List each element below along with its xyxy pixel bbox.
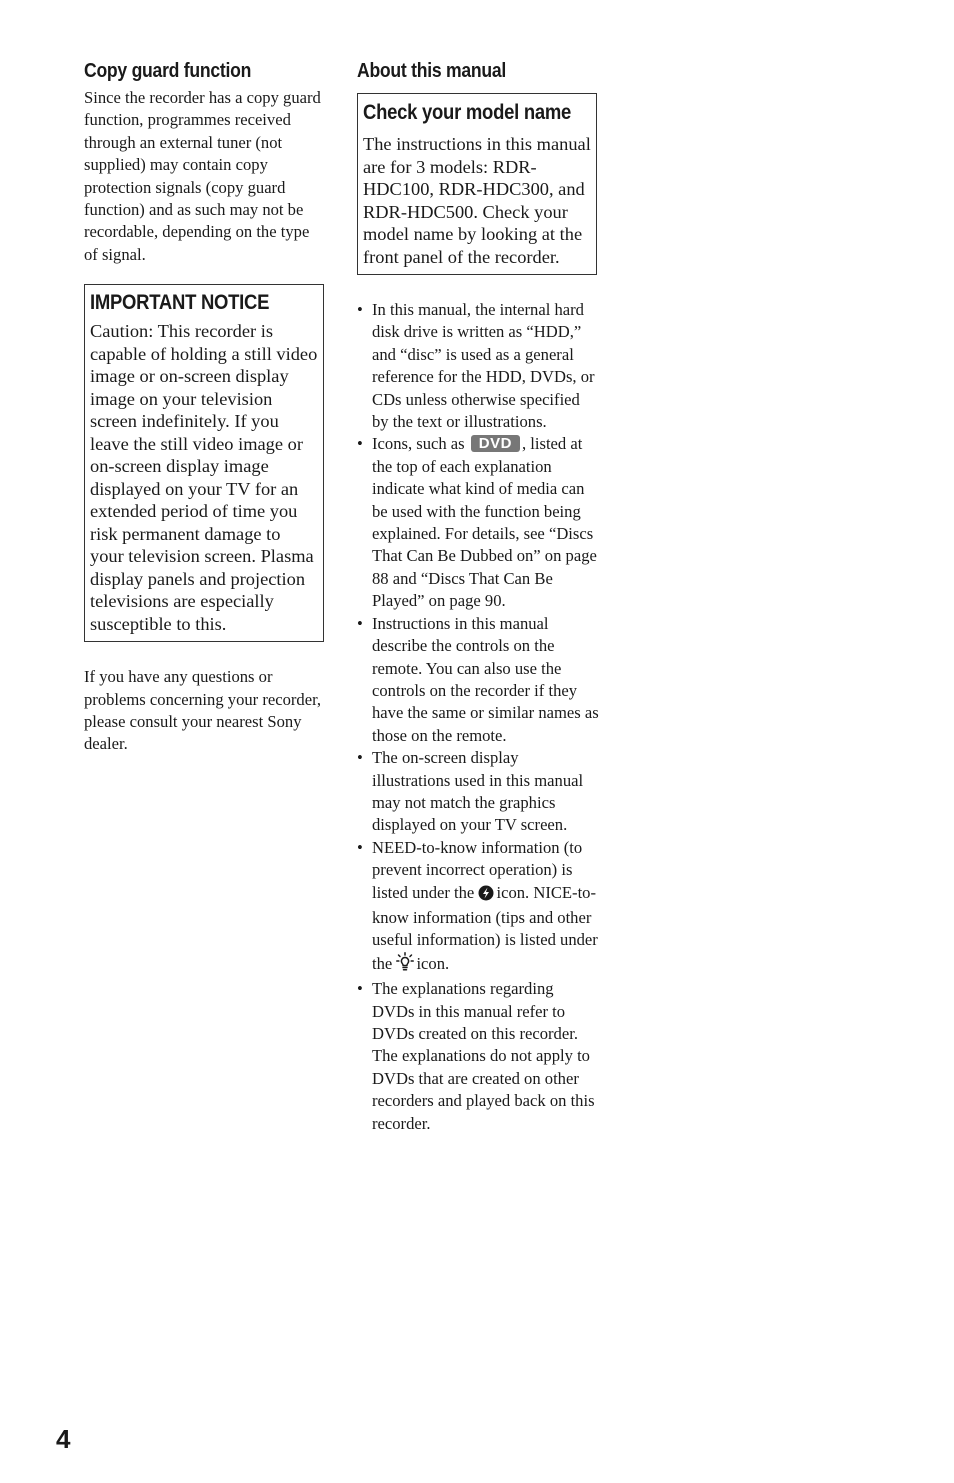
check-model-box: [357, 93, 597, 275]
list-item: • The explanations regarding DVDs in this manual refer to DVDs created on this recorder. The explanations do not apply to DVDs that are created on other recorders and played back on this recorder.: [357, 979, 595, 1133]
contact-dealer-text: If you have any questions or problems concerning your recorder, please consult your nearest Sony dealer.: [84, 667, 322, 754]
list-item: • Instructions in this manual describe the controls on the remote. You can also use the controls on the recorder if they have the same or similar names as those on the remote.: [357, 613, 599, 745]
copy-guard-section: [84, 60, 326, 266]
right-column: [357, 60, 599, 1135]
page-number: 4: [56, 1424, 71, 1454]
about-manual-heading: About this manual: [357, 60, 507, 82]
lightning-bolt-icon: [478, 885, 494, 907]
important-notice-box: [84, 284, 324, 642]
list-item: • The on-screen display illustrations used in this manual may not match the graphics displayed on your TV screen.: [357, 748, 584, 835]
important-notice-heading: IMPORTANT NOTICE: [90, 291, 270, 315]
light-bulb-icon: [396, 952, 414, 978]
copy-guard-heading: Copy guard function: [84, 60, 252, 82]
copy-guard-text: Since the recorder has a copy guard function, programmes received through an external tuner (not supplied) may contain copy protection signals (copy guard function) and as such may not be recordable, depending on the type of signal.: [84, 88, 321, 264]
important-notice-text: Caution: This recorder is capable of holding a still video image or on-screen display image on your television screen indefinitely. If you leave the still video image or on-screen display image displayed on your TV for an extended period of time you risk permanent damage to your television screen. Plasma display panels and projection televisions are especially susceptible to this.: [90, 321, 318, 634]
dvd-media-badge: DVD: [471, 435, 520, 452]
manual-notes-list: [357, 299, 599, 1135]
left-column: [84, 60, 326, 756]
list-item: • In this manual, the internal hard disk drive is written as “HDD,” and “disc” is used as a general reference for the HDD, DVDs, or CDs unless otherwise specified by the text or illustrations.: [357, 300, 595, 432]
list-item: • NEED-to-know information (to prevent incorrect operation) is listed under the icon. NICE-to-know information (tips and other useful information) is listed under the icon.: [357, 837, 599, 978]
check-model-heading: Check your model name: [363, 101, 572, 124]
check-model-text: The instructions in this manual are for 3 models: RDR-HDC100, RDR-HDC300, and RDR-HDC500. Check your model name by looking at the front panel of the recorder.: [363, 134, 591, 267]
list-item: • Icons, such as DVD , listed at the top of each explanation indicate what kind of media can be used with the function being explained. For details, see “Discs That Can Be Dubbed on” on page 88 and “Discs That Can Be Played” on page 90.: [357, 434, 597, 611]
